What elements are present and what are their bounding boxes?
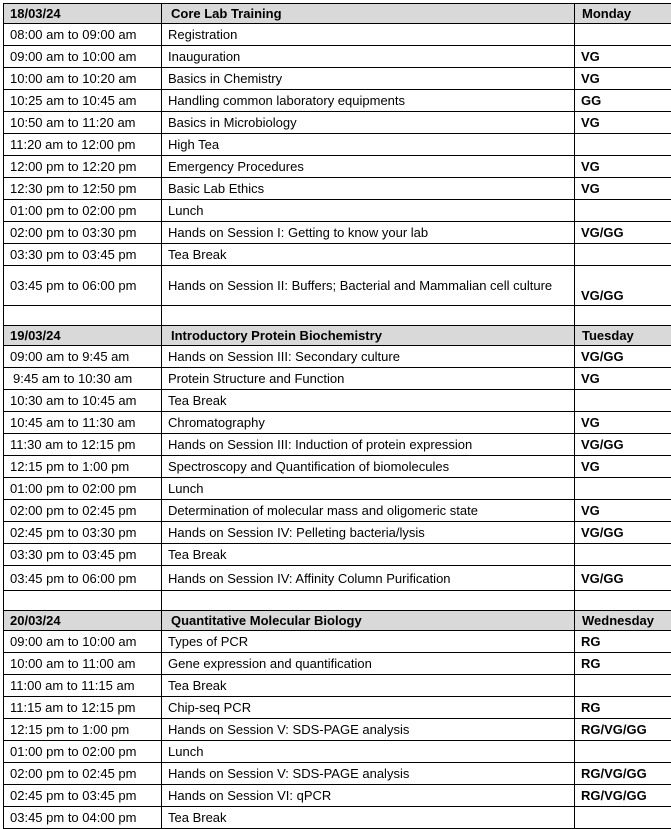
session-faculty	[575, 134, 671, 156]
session-time: 11:30 am to 12:15 pm	[4, 434, 162, 456]
session-faculty	[575, 807, 671, 829]
session-time: 02:00 pm to 02:45 pm	[4, 500, 162, 522]
session-time: 09:00 am to 10:00 am	[4, 631, 162, 653]
day-date: 20/03/24	[4, 611, 162, 631]
session-faculty: VG	[575, 412, 671, 434]
session-activity: Determination of molecular mass and oligomeric state	[162, 500, 575, 522]
session-row	[4, 719, 671, 741]
session-row	[4, 390, 671, 412]
session-row	[4, 112, 671, 134]
session-time: 02:00 pm to 03:30 pm	[4, 222, 162, 244]
day-header-row	[4, 326, 671, 346]
session-time: 02:00 pm to 02:45 pm	[4, 763, 162, 785]
day-title: Quantitative Molecular Biology	[162, 611, 575, 631]
schedule-body	[4, 4, 671, 829]
session-activity: Spectroscopy and Quantification of biomolecules	[162, 456, 575, 478]
session-activity: Lunch	[162, 478, 575, 500]
session-time: 02:45 pm to 03:45 pm	[4, 785, 162, 807]
session-row	[4, 522, 671, 544]
session-faculty: GG	[575, 90, 671, 112]
day-header-row	[4, 4, 671, 24]
session-activity: Hands on Session II: Buffers; Bacterial and Mammalian cell culture	[162, 266, 575, 306]
session-row	[4, 90, 671, 112]
session-time: 03:45 pm to 04:00 pm	[4, 807, 162, 829]
session-faculty: VG/GG	[575, 266, 671, 306]
session-faculty: VG	[575, 368, 671, 390]
session-time: 10:25 am to 10:45 am	[4, 90, 162, 112]
session-row	[4, 156, 671, 178]
session-row	[4, 178, 671, 200]
session-time: 09:00 am to 10:00 am	[4, 46, 162, 68]
session-time: 10:30 am to 10:45 am	[4, 390, 162, 412]
session-row	[4, 653, 671, 675]
session-row	[4, 500, 671, 522]
session-faculty	[575, 200, 671, 222]
session-activity: Basics in Chemistry	[162, 68, 575, 90]
session-faculty: VG/GG	[575, 522, 671, 544]
session-time: 08:00 am to 09:00 am	[4, 24, 162, 46]
session-faculty: RG	[575, 631, 671, 653]
session-faculty: VG	[575, 156, 671, 178]
session-row	[4, 697, 671, 719]
session-activity: Tea Break	[162, 675, 575, 697]
day-title: Core Lab Training	[162, 4, 575, 24]
session-time: 03:30 pm to 03:45 pm	[4, 244, 162, 266]
spacer-cell	[4, 306, 162, 326]
day-weekday: Monday	[575, 4, 671, 24]
session-activity: High Tea	[162, 134, 575, 156]
session-row	[4, 346, 671, 368]
session-faculty: RG	[575, 697, 671, 719]
session-faculty: RG/VG/GG	[575, 785, 671, 807]
session-row	[4, 785, 671, 807]
session-time: 03:45 pm to 06:00 pm	[4, 266, 162, 306]
session-faculty: VG	[575, 500, 671, 522]
session-row	[4, 456, 671, 478]
session-activity: Hands on Session V: SDS-PAGE analysis	[162, 763, 575, 785]
spacer-cell	[162, 306, 575, 326]
session-time: 10:00 am to 11:00 am	[4, 653, 162, 675]
session-time: 01:00 pm to 02:00 pm	[4, 200, 162, 222]
session-faculty	[575, 244, 671, 266]
session-activity: Chip-seq PCR	[162, 697, 575, 719]
day-date: 18/03/24	[4, 4, 162, 24]
session-faculty: RG/VG/GG	[575, 763, 671, 785]
session-activity: Tea Break	[162, 244, 575, 266]
session-activity: Gene expression and quantification	[162, 653, 575, 675]
session-activity: Inauguration	[162, 46, 575, 68]
session-activity: Emergency Procedures	[162, 156, 575, 178]
session-row	[4, 68, 671, 90]
spacer-cell	[575, 591, 671, 611]
session-activity: Hands on Session V: SDS-PAGE analysis	[162, 719, 575, 741]
session-time: 02:45 pm to 03:30 pm	[4, 522, 162, 544]
session-faculty	[575, 544, 671, 566]
spacer-row	[4, 591, 671, 611]
session-activity: Tea Break	[162, 544, 575, 566]
session-activity: Tea Break	[162, 390, 575, 412]
session-faculty: VG/GG	[575, 222, 671, 244]
session-activity: Hands on Session IV: Pelleting bacteria/lysis	[162, 522, 575, 544]
session-row	[4, 266, 671, 306]
day-date: 19/03/24	[4, 326, 162, 346]
session-time: 11:15 am to 12:15 pm	[4, 697, 162, 719]
session-time: 11:20 am to 12:00 pm	[4, 134, 162, 156]
session-faculty	[575, 741, 671, 763]
session-time: 12:30 pm to 12:50 pm	[4, 178, 162, 200]
session-time: 11:00 am to 11:15 am	[4, 675, 162, 697]
day-header-row	[4, 611, 671, 631]
schedule-table	[3, 3, 671, 829]
session-time: 10:50 am to 11:20 am	[4, 112, 162, 134]
session-faculty: VG	[575, 178, 671, 200]
session-row	[4, 244, 671, 266]
session-row	[4, 200, 671, 222]
session-row	[4, 368, 671, 390]
session-faculty	[575, 478, 671, 500]
spacer-cell	[162, 591, 575, 611]
session-faculty	[575, 390, 671, 412]
session-activity: Hands on Session VI: qPCR	[162, 785, 575, 807]
session-activity: Tea Break	[162, 807, 575, 829]
session-time: 12:15 pm to 1:00 pm	[4, 719, 162, 741]
session-row	[4, 675, 671, 697]
day-weekday: Tuesday	[575, 326, 671, 346]
session-row	[4, 222, 671, 244]
session-activity: Lunch	[162, 741, 575, 763]
session-activity: Hands on Session III: Induction of protein expression	[162, 434, 575, 456]
session-row	[4, 741, 671, 763]
session-time: 10:45 am to 11:30 am	[4, 412, 162, 434]
spacer-cell	[4, 591, 162, 611]
session-activity: Hands on Session III: Secondary culture	[162, 346, 575, 368]
session-time: 12:15 pm to 1:00 pm	[4, 456, 162, 478]
session-faculty: RG/VG/GG	[575, 719, 671, 741]
session-row	[4, 763, 671, 785]
session-row	[4, 134, 671, 156]
session-activity: Types of PCR	[162, 631, 575, 653]
session-time: 12:00 pm to 12:20 pm	[4, 156, 162, 178]
session-row	[4, 807, 671, 829]
session-activity: Lunch	[162, 200, 575, 222]
session-row	[4, 434, 671, 456]
session-activity: Hands on Session I: Getting to know your lab	[162, 222, 575, 244]
session-time: 03:45 pm to 06:00 pm	[4, 566, 162, 591]
session-faculty: VG	[575, 68, 671, 90]
session-activity: Protein Structure and Function	[162, 368, 575, 390]
session-row	[4, 478, 671, 500]
day-title: Introductory Protein Biochemistry	[162, 326, 575, 346]
session-faculty: VG/GG	[575, 434, 671, 456]
session-time: 10:00 am to 10:20 am	[4, 68, 162, 90]
session-row	[4, 412, 671, 434]
session-faculty: VG	[575, 46, 671, 68]
session-time: 01:00 pm to 02:00 pm	[4, 741, 162, 763]
day-weekday: Wednesday	[575, 611, 671, 631]
session-activity: Hands on Session IV: Affinity Column Purification	[162, 566, 575, 591]
session-row	[4, 631, 671, 653]
session-time: 09:00 am to 9:45 am	[4, 346, 162, 368]
session-faculty	[575, 675, 671, 697]
session-time: 03:30 pm to 03:45 pm	[4, 544, 162, 566]
session-faculty	[575, 24, 671, 46]
session-row	[4, 544, 671, 566]
session-time: 9:45 am to 10:30 am	[4, 368, 162, 390]
session-activity: Handling common laboratory equipments	[162, 90, 575, 112]
session-faculty: VG	[575, 456, 671, 478]
session-row	[4, 24, 671, 46]
session-row	[4, 46, 671, 68]
session-activity: Basics in Microbiology	[162, 112, 575, 134]
session-faculty: VG/GG	[575, 346, 671, 368]
session-activity: Basic Lab Ethics	[162, 178, 575, 200]
session-faculty: VG/GG	[575, 566, 671, 591]
session-activity: Registration	[162, 24, 575, 46]
spacer-cell	[575, 306, 671, 326]
session-activity: Chromatography	[162, 412, 575, 434]
session-time: 01:00 pm to 02:00 pm	[4, 478, 162, 500]
session-faculty: VG	[575, 112, 671, 134]
session-row	[4, 566, 671, 591]
session-faculty: RG	[575, 653, 671, 675]
spacer-row	[4, 306, 671, 326]
